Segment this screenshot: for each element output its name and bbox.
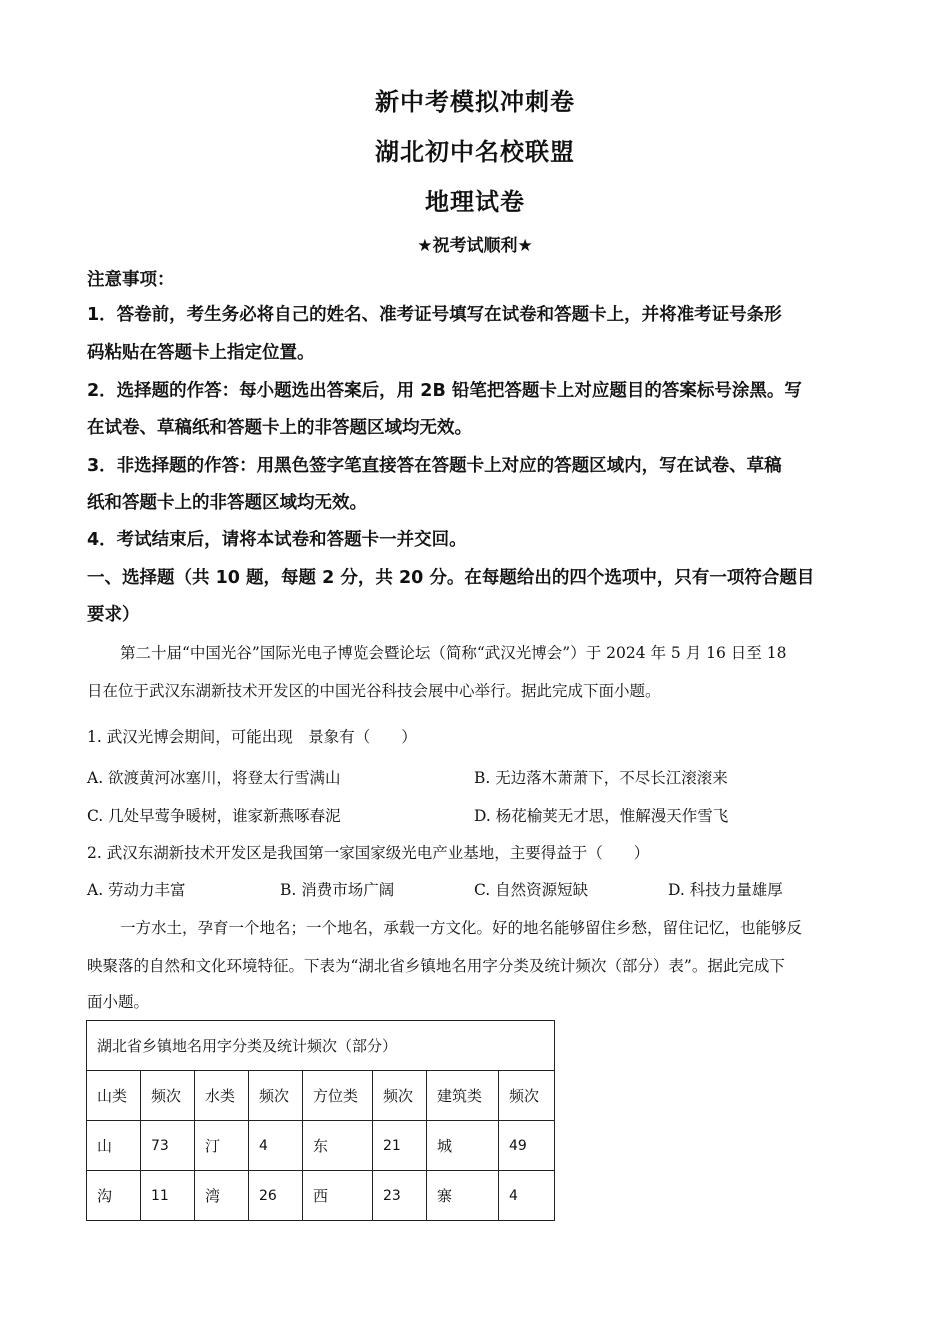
question-1-option-d: D. 杨花榆荚无才思，惟解漫天作雪飞 <box>474 807 729 825</box>
table-header-cell: 方位类 <box>303 1071 373 1121</box>
table-cell: 4 <box>499 1171 555 1221</box>
table-row <box>87 1171 555 1221</box>
table-header-cell: 水类 <box>195 1071 249 1121</box>
passage-2-line-2: 映聚落的自然和文化环境特征。下表为“湖北省乡镇地名用字分类及统计频次（部分）表”。据此完成下 <box>87 957 785 975</box>
notice-item-1-line-2: 码粘贴在答题卡上指定位置。 <box>87 343 315 363</box>
passage-2-line-1: 一方水土，孕育一个地名；一个地名，承载一方文化。好的地名能够留住乡愁，留住记忆，也能够反 <box>120 919 803 937</box>
table-header-row <box>87 1071 555 1121</box>
question-2-option-d: D. 科技力量雄厚 <box>668 881 783 899</box>
passage-2-line-3: 面小题。 <box>87 993 150 1011</box>
table-cell: 73 <box>141 1121 195 1171</box>
table-header-cell: 山类 <box>87 1071 141 1121</box>
subject-title: 地理试卷 <box>425 188 525 216</box>
question-2-stem: 2. 武汉东湖新技术开发区是我国第一家国家级光电产业基地，主要得益于（ ） <box>87 844 650 862</box>
table-header-cell: 频次 <box>141 1071 195 1121</box>
question-1-option-b: B. 无边落木萧萧下，不尽长江滚滚来 <box>474 769 728 787</box>
question-1-option-a: A. 欲渡黄河冰塞川，将登太行雪满山 <box>87 769 341 787</box>
question-2-option-a: A. 劳动力丰富 <box>87 881 186 899</box>
table-cell: 23 <box>373 1171 427 1221</box>
table-cell: 11 <box>141 1171 195 1221</box>
table-cell: 城 <box>427 1121 499 1171</box>
table-cell: 沟 <box>87 1171 141 1221</box>
table-cell: 汀 <box>195 1121 249 1171</box>
table-cell: 26 <box>249 1171 303 1221</box>
table-header-cell: 建筑类 <box>427 1071 499 1121</box>
notice-item-3-line-2: 纸和答题卡上的非答题区域均无效。 <box>87 493 367 513</box>
question-1-option-c: C. 几处早莺争暖树，谁家新燕啄春泥 <box>87 807 341 825</box>
notice-item-2-line-1: 2．选择题的作答：每小题选出答案后，用 2B 铅笔把答题卡上对应题目的答案标号涂黑。写 <box>87 381 802 401</box>
table-row <box>87 1121 555 1171</box>
section-1-heading-line-1: 一、选择题（共 10 题，每题 2 分，共 20 分。在每题给出的四个选项中，只有一项符合题目 <box>87 568 815 588</box>
question-2-option-c: C. 自然资源短缺 <box>474 881 589 899</box>
notice-item-3-line-1: 3．非选择题的作答：用黑色签字笔直接答在答题卡上对应的答题区域内，写在试卷、草稿 <box>87 456 782 476</box>
question-2-option-b: B. 消费市场广阔 <box>280 881 395 899</box>
table-cell: 湾 <box>195 1171 249 1221</box>
table-caption: 湖北省乡镇地名用字分类及统计频次（部分） <box>87 1021 555 1071</box>
place-name-frequency-table <box>86 1020 555 1221</box>
table-cell: 寨 <box>427 1171 499 1221</box>
exam-series-title: 新中考模拟冲刺卷 <box>375 88 575 116</box>
table-cell: 东 <box>303 1121 373 1171</box>
table-cell: 49 <box>499 1121 555 1171</box>
table-cell: 4 <box>249 1121 303 1171</box>
notice-heading: 注意事项： <box>87 270 175 290</box>
table-cell: 山 <box>87 1121 141 1171</box>
table-header-cell: 频次 <box>373 1071 427 1121</box>
table-header-cell: 频次 <box>249 1071 303 1121</box>
notice-item-1-line-1: 1．答卷前，考生务必将自己的姓名、准考证号填写在试卷和答题卡上，并将准考证号条形 <box>87 305 782 325</box>
question-1-stem: 1. 武汉光博会期间，可能出现 景象有（ ） <box>87 728 417 746</box>
notice-item-4: 4．考试结束后，请将本试卷和答题卡一并交回。 <box>87 530 467 550</box>
table-cell: 西 <box>303 1171 373 1221</box>
notice-item-2-line-2: 在试卷、草稿纸和答题卡上的非答题区域均无效。 <box>87 418 472 438</box>
table-cell: 21 <box>373 1121 427 1171</box>
good-luck-line: ★祝考试顺利★ <box>417 236 533 256</box>
table-caption-row <box>87 1021 555 1071</box>
table-header-cell: 频次 <box>499 1071 555 1121</box>
passage-1-line-1: 第二十届“中国光谷”国际光电子博览会暨论坛（简称“武汉光博会”）于 2024 年 5 月 16 日至 18 <box>120 644 787 662</box>
passage-1-line-2: 日在位于武汉东湖新技术开发区的中国光谷科技会展中心举行。据此完成下面小题。 <box>87 682 661 700</box>
section-1-heading-line-2: 要求） <box>87 605 140 625</box>
alliance-title: 湖北初中名校联盟 <box>375 138 575 166</box>
